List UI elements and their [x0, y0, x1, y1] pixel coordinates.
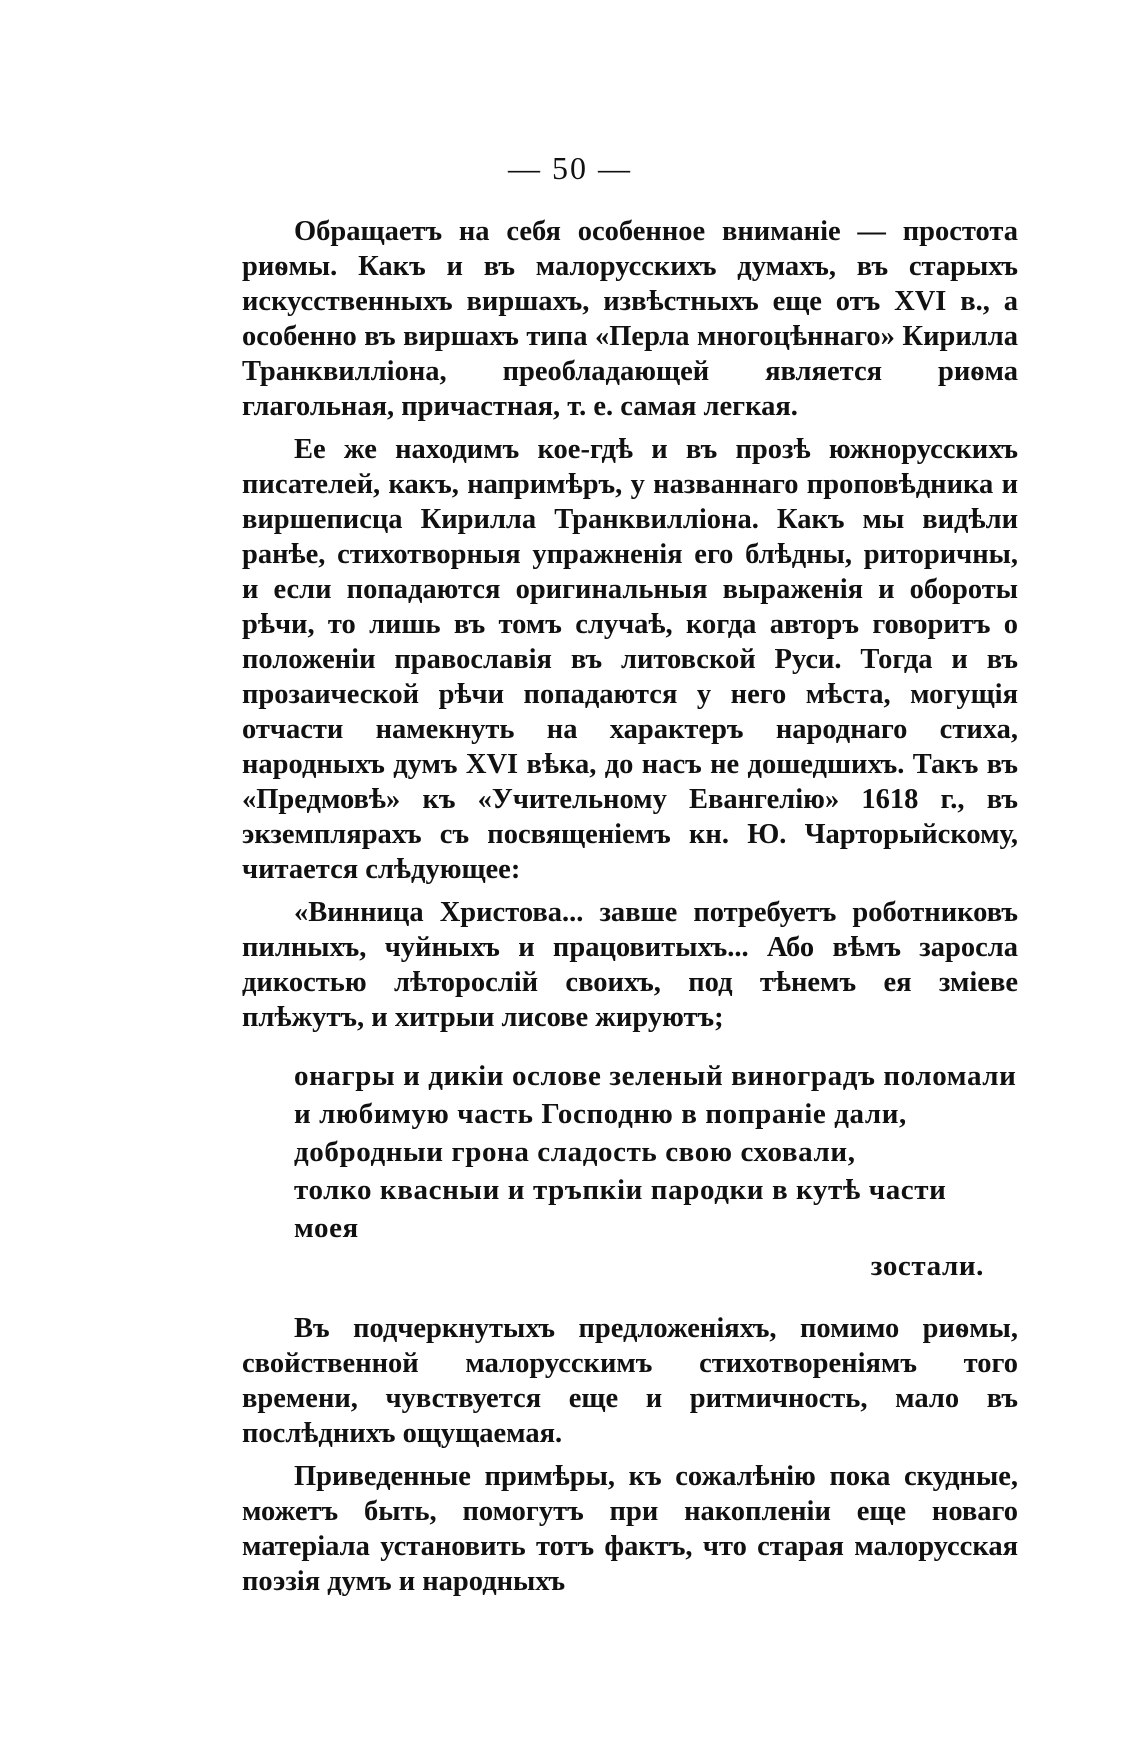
verse-quotation — [294, 1057, 1018, 1285]
verse-line-4: толко квасныи и тръпкіи пародки в кутѣ части моея — [294, 1174, 947, 1244]
page-body — [242, 214, 1018, 1607]
verse-line-1: онагры и дикіи ослове зеленый виноградъ поломали — [294, 1060, 1017, 1092]
paragraph-underlined-sentences: Въ подчеркнутыхъ предложеніяхъ, помимо риѳмы, свойственной малорусскимъ стихотвореніямъ того времени, чувствуется еще и ритмичность, мало въ послѣднихъ ощущаемая. — [242, 1313, 1018, 1449]
verse-line-2: и любимую часть Господню в попраніе дали, — [294, 1098, 907, 1130]
verse-line-3: добродныи грона сладость свою сховали, — [294, 1136, 856, 1168]
verse-line-5: зостали. — [870, 1250, 984, 1282]
page-number: — 50 — — [508, 150, 632, 186]
paragraph-quotation: «Винница Христова... завше потребуетъ роботниковъ пилныхъ, чуйныхъ и працовитыхъ... Або вѣмъ заросла дикостью лѣторослій своихъ, под тѣнемъ ея зміеве плѣжутъ, и хитрыи лисове жируютъ; — [242, 897, 1018, 1033]
paragraph-prose-examples: Ее же находимъ кое-гдѣ и въ прозѣ южнорусскихъ писателей, какъ, напримѣръ, у названнаго проповѣдника и виршеписца Кирилла Транквилліона. Какъ мы видѣли ранѣе, стихотворныя упражненія его блѣдны, риторичны, и если попадаются оригинальныя выраженія и обороты рѣчи, то лишь въ томъ случаѣ, когда авторъ говоритъ о положеніи православія въ литовской Руси. Тогда и въ прозаической рѣчи попадаются у него мѣста, могущія отчасти намекнуть на характеръ народнаго стиха, народныхъ думъ XVI вѣка, до насъ не дошедшихъ. Такъ въ «Предмовѣ» къ «Учительному Евангелію» 1618 г., въ экземплярахъ съ посвященіемъ кн. Ю. Чарторыйскому, читается слѣдующее: — [242, 434, 1018, 885]
paragraph-rhyme-simplicity: Обращаетъ на себя особенное вниманіе — простота риѳмы. Какъ и въ малорусскихъ думахъ, въ старыхъ искусственныхъ виршахъ, извѣстныхъ еще отъ XVI в., а особенно въ виршахъ типа «Перла многоцѣннаго» Кирилла Транквилліона, преобладающей является риѳма глагольная, причастная, т. е. самая легкая. — [242, 216, 1018, 422]
paragraph-conclusion: Приведенные примѣры, къ сожалѣнію пока скудные, можетъ быть, помогутъ при накопленіи еще новаго матеріала установить тотъ фактъ, что старая малорусская поэзія думъ и народныхъ — [242, 1461, 1018, 1597]
